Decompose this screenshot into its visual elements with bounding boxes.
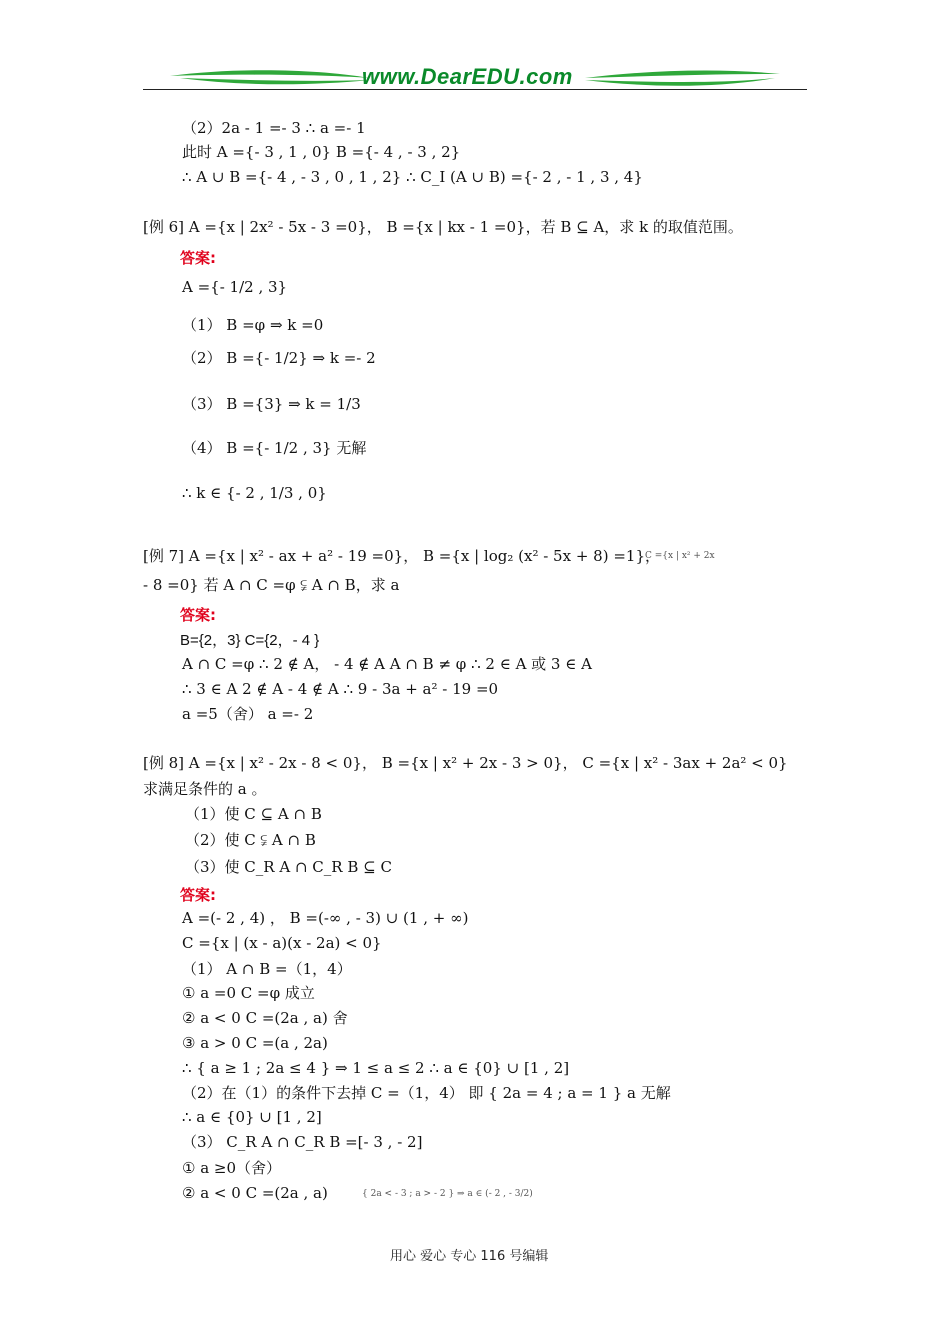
text-line: ③ a > 0 C =(a , 2a)	[182, 1034, 328, 1052]
text-line: a =5（舍） a =- 2	[182, 705, 314, 723]
text-line: A =(- 2 , 4) ， B =(-∞ , - 3) ∪ (1 , + ∞)	[182, 909, 469, 927]
text-line: （1）使 C ⊆ A ∩ B	[185, 805, 322, 823]
text-line: （3） C_R A ∩ C_R B =[- 3 , - 2]	[182, 1133, 423, 1151]
page-footer: 用心 爱心 专心 116 号编辑	[390, 1249, 549, 1264]
example-7-heading: [例 7] A ={x | x² - ax + a² - 19 =0}， B ={x | log₂ (x² - 5x + 8) =1}，	[143, 547, 660, 565]
text-line: C ={x | (x - a)(x - 2a) < 0}	[182, 934, 382, 952]
text-line: ∴ { a ≥ 1 ; 2a ≤ 4 } ⇒ 1 ≤ a ≤ 2 ∴ a ∈ {0} ∪ [1 , 2]	[182, 1059, 570, 1077]
example-6-heading: [例 6] A ={x | 2x² - 5x - 3 =0}， B ={x | kx - 1 =0}，若 B ⊆ A，求 k 的取值范围。	[143, 218, 743, 236]
text-line: ∴ a ∈ {0} ∪ [1 , 2]	[182, 1108, 322, 1126]
text-line: ① a ≥0（舍）	[182, 1159, 282, 1177]
text-line: B={2，3} C={2，- 4 }	[180, 632, 320, 649]
text-line-small: { 2a < - 3 ; a > - 2 } ⇒ a ∈ (- 2 , - 3/2)	[362, 1189, 533, 1199]
text-line: ∴ 3 ∈ A 2 ∉ A - 4 ∉ A ∴ 9 - 3a + a² - 19 =0	[182, 680, 499, 698]
text-line: （2）2a - 1 =- 3 ∴ a =- 1	[182, 119, 366, 137]
text-line: A ∩ C =φ ∴ 2 ∉ A， - 4 ∉ A A ∩ B ≠ φ ∴ 2 ∈ A 或 3 ∈ A	[182, 655, 592, 673]
text-line: ① a =0 C =φ 成立	[182, 984, 315, 1002]
text-line: ∴ k ∈ {- 2 , 1/3 , 0}	[182, 484, 327, 502]
site-logo-text: www.DearEDU.com	[362, 64, 573, 89]
text-line: 求满足条件的 a 。	[143, 780, 267, 798]
example-8-heading: [例 8] A ={x | x² - 2x - 8 < 0}， B ={x | x² + 2x - 3 > 0}， C ={x | x² - 3ax + 2a² < 0}	[143, 754, 788, 772]
text-line: （2）在（1）的条件下去掉 C =（1，4） 即 { 2a = 4 ; a = 1 } a 无解	[182, 1084, 671, 1102]
text-line: （3） B ={3} ⇒ k = 1/3	[182, 395, 361, 413]
text-line: 此时 A ={- 3 , 1 , 0} B ={- 4 , - 3 , 2}	[182, 143, 461, 161]
text-line: - 8 =0} 若 A ∩ C =φ ⫋ A ∩ B，求 a	[143, 576, 400, 594]
text-line: A ={- 1/2 , 3}	[182, 278, 288, 296]
answer-label: 答案:	[180, 886, 216, 904]
text-line: （1） B =φ ⇒ k =0	[182, 316, 324, 334]
header-rule	[143, 89, 807, 90]
text-line: （2） B ={- 1/2} ⇒ k =- 2	[182, 349, 376, 367]
text-line: （2）使 C ⫋ A ∩ B	[185, 831, 316, 849]
text-line-small: C ={x | x² + 2x	[645, 551, 715, 561]
answer-label: 答案:	[180, 606, 216, 624]
text-line: （3）使 C_R A ∩ C_R B ⊆ C	[185, 858, 392, 876]
answer-label: 答案:	[180, 249, 216, 267]
text-line: ∴ A ∪ B ={- 4 , - 3 , 0 , 1 , 2} ∴ C_I (A ∪ B) ={- 2 , - 1 , 3 , 4}	[182, 168, 643, 186]
text-line: ② a < 0 C =(2a , a)	[182, 1184, 328, 1202]
text-line: （4） B ={- 1/2 , 3} 无解	[182, 439, 367, 457]
text-line: （1） A ∩ B =（1，4）	[182, 960, 352, 978]
text-line: ② a < 0 C =(2a , a) 舍	[182, 1009, 348, 1027]
